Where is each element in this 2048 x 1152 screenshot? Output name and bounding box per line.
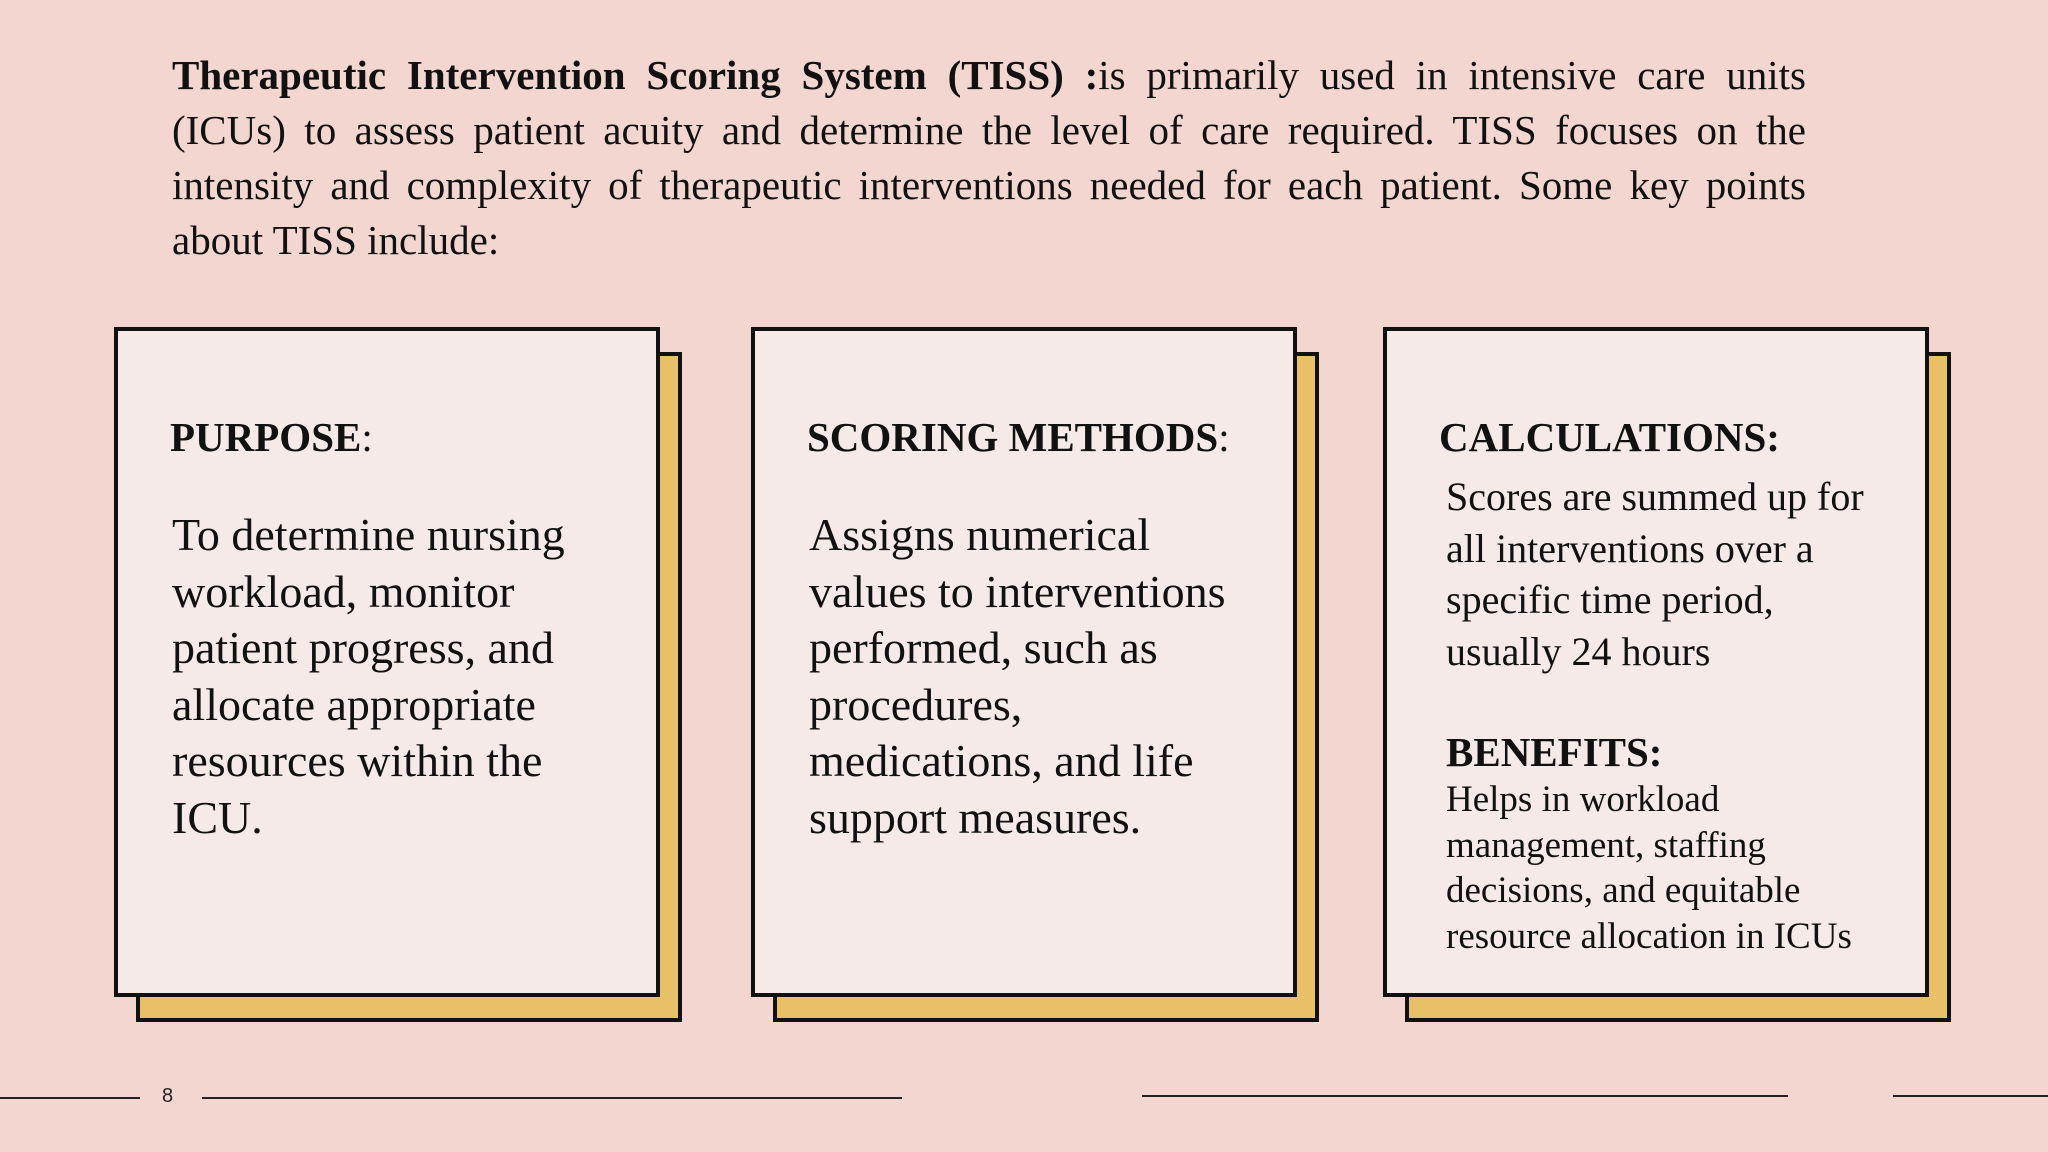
benefits-title: BENEFITS: — [1446, 729, 1663, 775]
scoring-methods-title-colon: : — [1218, 414, 1230, 460]
intro-term: Therapeutic Intervention Scoring System (TISS) : — [172, 52, 1099, 98]
purpose-title — [170, 413, 373, 461]
footer-rule — [1142, 1095, 1788, 1097]
card-panel — [1383, 327, 1929, 997]
footer-rule — [202, 1097, 902, 1099]
scoring-methods-title-text: SCORING METHODS — [807, 414, 1219, 460]
benefits-body: Helps in workload management, staffing decisions, and equitable resource allocation in ICUs — [1446, 779, 1852, 957]
calculations-card — [1383, 327, 1929, 997]
intro-paragraph — [172, 48, 1806, 268]
footer-rule — [0, 1097, 140, 1099]
purpose-title-colon: : — [361, 414, 373, 460]
intro-text: is primarily used in intensive care units (ICUs) to assess patient acuity and determine the level of care required. TISS focuses on the intensity and complexity of therapeutic interventions needed for each patient. Some key points about TISS include: — [172, 52, 1806, 263]
purpose-body: To determine nursing workload, monitor patient progress, and allocate appropriate resources within the ICU. — [172, 509, 565, 843]
card-panel — [114, 327, 660, 997]
page-number: 8 — [162, 1085, 174, 1107]
card-panel — [751, 327, 1297, 997]
calculations-body: Scores are summed up for all interventions over a specific time period, usually 24 hours — [1446, 474, 1864, 674]
purpose-title-text: PURPOSE — [170, 414, 362, 460]
scoring-methods-body: Assigns numerical values to interventions performed, such as procedures, medications, and life support measures. — [809, 509, 1226, 843]
scoring-methods-title — [807, 413, 1230, 461]
scoring-methods-card — [751, 327, 1297, 997]
calculations-title: CALCULATIONS: — [1439, 414, 1780, 460]
purpose-card — [114, 327, 660, 997]
footer-rule — [1893, 1095, 2048, 1097]
